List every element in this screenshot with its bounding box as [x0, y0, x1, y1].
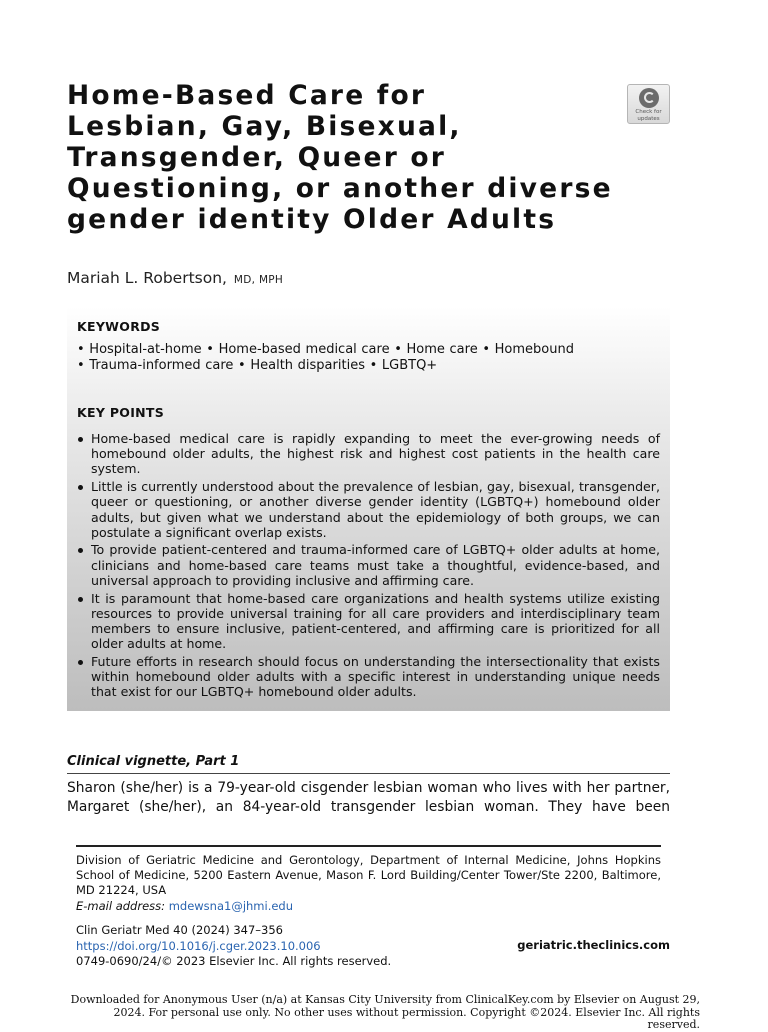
citation-block: [76, 923, 391, 970]
keywords-heading: KEYWORDS: [77, 319, 161, 334]
title-line: Home-Based Care for: [67, 80, 427, 111]
article-title: [67, 80, 627, 235]
key-point-text: To provide patient-centered and trauma-informed care of LGBTQ+ older adults at home, clinicians and home-based care teams must take a thoughtful, evidence-based, and universal approach to providing inclusive and affirming care.: [91, 542, 660, 588]
author-credentials: MD, MPH: [233, 274, 284, 286]
download-notice-line: Downloaded for Anonymous User (n/a) at Kansas City University from ClinicalKey.com by Elsevier on August 29,: [70, 993, 700, 1006]
title-line: Lesbian, Gay, Bisexual,: [67, 111, 462, 142]
title-line: Questioning, or another diverse: [67, 173, 613, 204]
doi-link[interactable]: https://doi.org/10.1016/j.cger.2023.10.006: [76, 938, 321, 953]
author-affiliation: Division of Geriatric Medicine and Gerontology, Department of Internal Medicine, Johns Hopkins School of Medicine, 5200 Eastern Avenue, Mason F. Lord Building/Center Tower/Ste 2200, Baltimore, MD 21224, USA: [76, 853, 661, 898]
keywords-line: • Hospital-at-home • Home-based medical care • Home care • Homebound: [77, 342, 574, 357]
key-point-item: [77, 431, 660, 477]
email-link[interactable]: mdewsna1@jhmi.edu: [168, 899, 294, 913]
key-point-text: Little is currently understood about the prevalence of lesbian, gay, bisexual, transgender, queer or questioning, or another diverse gender identity (LGBTQ+) homebound older adults, but given what we understand about the epidemiology of both groups, we can postulate a significant overlap exists.: [91, 479, 660, 540]
keywords-keypoints-box: [67, 307, 670, 711]
check-for-updates-badge[interactable]: [627, 84, 670, 124]
badge-text-line1: Check for: [635, 109, 662, 115]
bullet-icon: [78, 437, 83, 442]
author-name: Mariah L. Robertson,: [67, 269, 227, 287]
key-point-item: [77, 591, 660, 652]
bullet-icon: [78, 660, 83, 665]
key-point-text: Future efforts in research should focus on understanding the intersectionality that exists within homebound older adults with a specific interest in understanding unique needs that exist for our LGBTQ+ homebound older adults.: [91, 653, 660, 700]
key-points-list: [77, 431, 660, 702]
journal-citation: Clin Geriatr Med 40 (2024) 347–356: [76, 923, 283, 937]
footnote-divider: [76, 845, 661, 847]
key-point-item: [77, 654, 660, 700]
download-notice-line: 2024. For personal use only. No other uses without permission. Copyright ©2024. Elsevier Inc. All rights reserved.: [113, 1005, 700, 1031]
email-label: E-mail address:: [76, 899, 166, 913]
bullet-icon: [78, 548, 83, 553]
vignette-text: Sharon (she/her) is a 79-year-old cisgender lesbian woman who lives with her partner, Margaret (she/her), an 84-year-old transgender lesbian woman. They have been: [67, 780, 670, 815]
vignette-heading: Clinical vignette, Part 1: [67, 754, 240, 769]
key-points-heading: KEY POINTS: [77, 405, 165, 420]
vignette-divider: [67, 773, 670, 774]
bullet-icon: [78, 485, 83, 490]
email-row: [76, 899, 293, 913]
keywords-line: • Trauma-informed care • Health disparities • LGBTQ+: [77, 358, 438, 373]
download-notice: [70, 994, 700, 1032]
journal-website: geriatric.theclinics.com: [517, 938, 670, 952]
key-point-text: It is paramount that home-based care organizations and health systems utilize existing resources to provide universal training for all care providers and interdisciplinary team members to ensure inclusive, patient-centered, and affirming care is prioritized for all older adults at home.: [91, 590, 660, 652]
author-line: [67, 269, 283, 287]
title-line: Transgender, Queer or: [67, 142, 447, 173]
copyright-line: 0749-0690/24/© 2023 Elsevier Inc. All rights reserved.: [76, 954, 392, 968]
key-point-item: [77, 479, 660, 540]
check-for-updates-icon: [639, 88, 659, 108]
badge-text-line2: updates: [637, 116, 660, 122]
key-point-item: [77, 542, 660, 588]
key-point-text: Home-based medical care is rapidly expanding to meet the ever-growing needs of homebound older adults, the highest risk and highest cost patients in the health care system.: [91, 431, 660, 477]
bullet-icon: [78, 597, 83, 602]
title-line: gender identity Older Adults: [67, 204, 557, 235]
